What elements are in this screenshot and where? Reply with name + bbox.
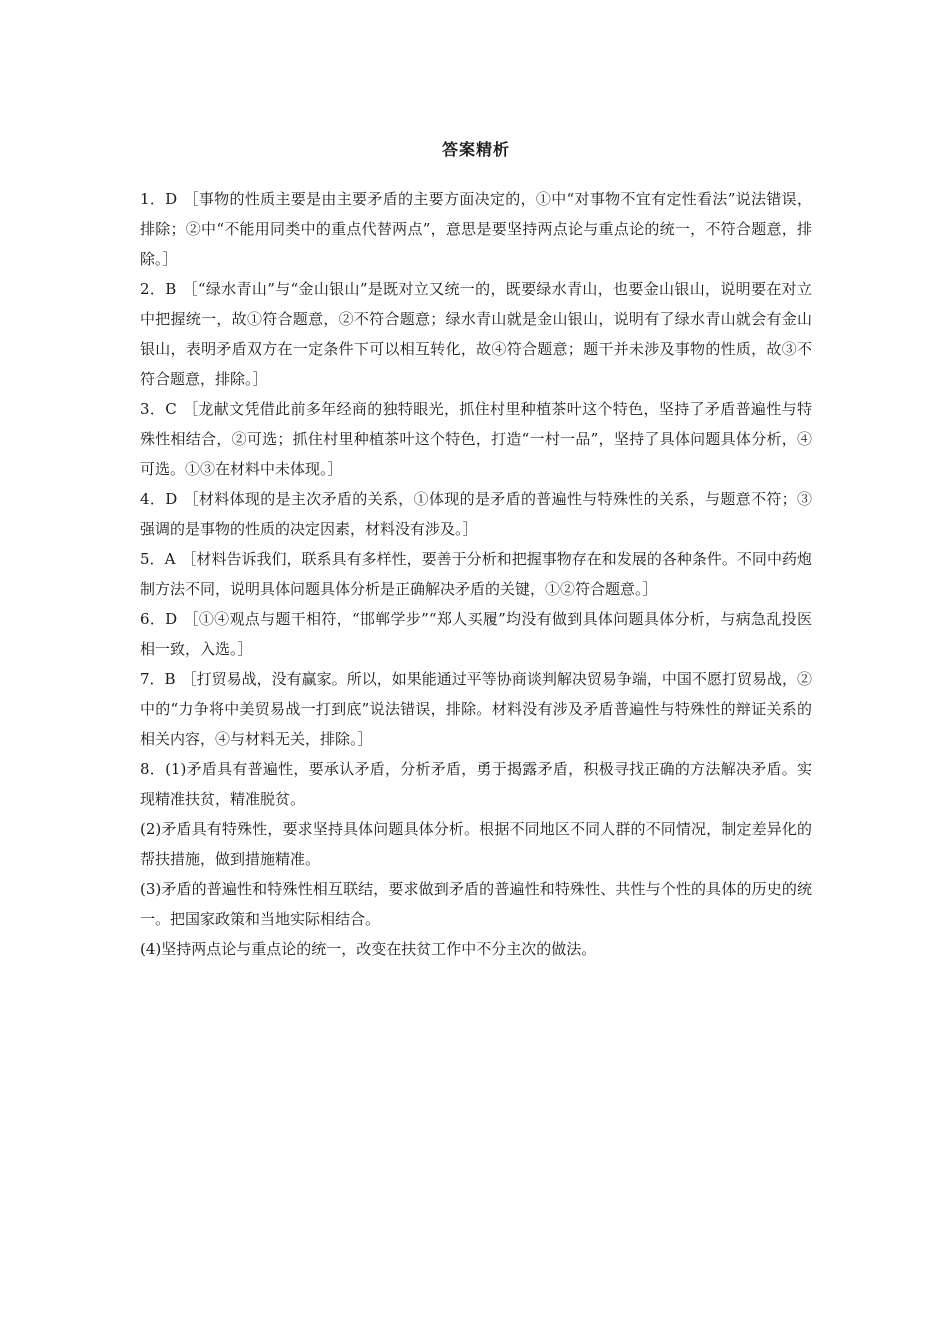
answer-text: ［龙献文凭借此前多年经商的独特眼光，抓住村里种植茶叶这个特色，坚持了矛盾普遍性与特殊性相结合，②可选；抓住村里种植茶叶这个特色，打造“一村一品”，坚持了具体问题具体分析，④可选。①③在材料中未体现。］ <box>140 400 812 478</box>
answer-item-3 <box>140 394 812 484</box>
answer-number: 5．A <box>140 550 176 568</box>
answer-sheet <box>140 138 812 964</box>
answer-item-8-part-2 <box>140 814 812 874</box>
answer-text: (4)坚持两点论与重点论的统一，改变在扶贫工作中不分主次的做法。 <box>140 940 597 958</box>
answer-text: (1)矛盾具有普遍性，要承认矛盾，分析矛盾，勇于揭露矛盾，积极寻找正确的方法解决矛盾。实现精准扶贫，精准脱贫。 <box>140 760 812 808</box>
answer-item-1 <box>140 184 812 274</box>
answer-item-7 <box>140 664 812 754</box>
answer-number: 2．B <box>140 280 177 298</box>
answer-text: ［事物的性质主要是由主要矛盾的主要方面决定的，①中“对事物不宜有定性看法”说法错误，排除；②中“不能用同类中的重点代替两点”，意思是要坚持两点论与重点论的统一，不符合题意，排除。］ <box>140 190 812 268</box>
answer-item-2 <box>140 274 812 394</box>
page-title: 答案精析 <box>441 140 510 159</box>
answer-text: ［“绿水青山”与“金山银山”是既对立又统一的，既要绿水青山，也要金山银山，说明要在对立中把握统一，故①符合题意，②不符合题意；绿水青山就是金山银山，说明有了绿水青山就会有金山银山，表明矛盾双方在一定条件下可以相互转化，故④符合题意；题干并未涉及事物的性质，故③不符合题意，排除。］ <box>140 280 812 388</box>
answer-number: 4．D <box>140 490 178 508</box>
answer-number: 1．D <box>140 190 178 208</box>
answer-item-6 <box>140 604 812 664</box>
answer-text: (2)矛盾具有特殊性，要求坚持具体问题具体分析。根据不同地区不同人群的不同情况，制定差异化的帮扶措施，做到措施精准。 <box>140 820 812 868</box>
answer-text: ［①④观点与题干相符，“邯郸学步”“郑人买履”均没有做到具体问题具体分析，与病急乱投医相一致，入选。］ <box>140 610 812 658</box>
answer-text: ［打贸易战，没有赢家。所以，如果能通过平等协商谈判解决贸易争端，中国不愿打贸易战，②中的“力争将中美贸易战一打到底”说法错误，排除。材料没有涉及矛盾普遍性与特殊性的辩证关系的相关内容，④与材料无关，排除。］ <box>140 670 812 748</box>
answer-number: 6．D <box>140 610 178 628</box>
answer-number: 7．B <box>140 670 176 688</box>
answer-number: 3．C <box>140 400 177 418</box>
answer-item-4 <box>140 484 812 544</box>
answer-item-8-part-1 <box>140 754 812 814</box>
answer-text: ［材料告诉我们，联系具有多样性，要善于分析和把握事物存在和发展的各种条件。不同中药炮制方法不同，说明具体问题具体分析是正确解决矛盾的关键，①②符合题意。］ <box>140 550 812 598</box>
answer-item-8-part-3 <box>140 874 812 934</box>
answer-number: 8． <box>140 760 166 778</box>
answer-item-8-part-4 <box>140 934 812 964</box>
answer-text: ［材料体现的是主次矛盾的关系，①体现的是矛盾的普遍性与特殊性的关系，与题意不符；③强调的是事物的性质的决定因素，材料没有涉及。］ <box>140 490 812 538</box>
answer-text: (3)矛盾的普遍性和特殊性相互联结，要求做到矛盾的普遍性和特殊性、共性与个性的具体的历史的统一。把国家政策和当地实际相结合。 <box>140 880 812 928</box>
answer-item-5 <box>140 544 812 604</box>
